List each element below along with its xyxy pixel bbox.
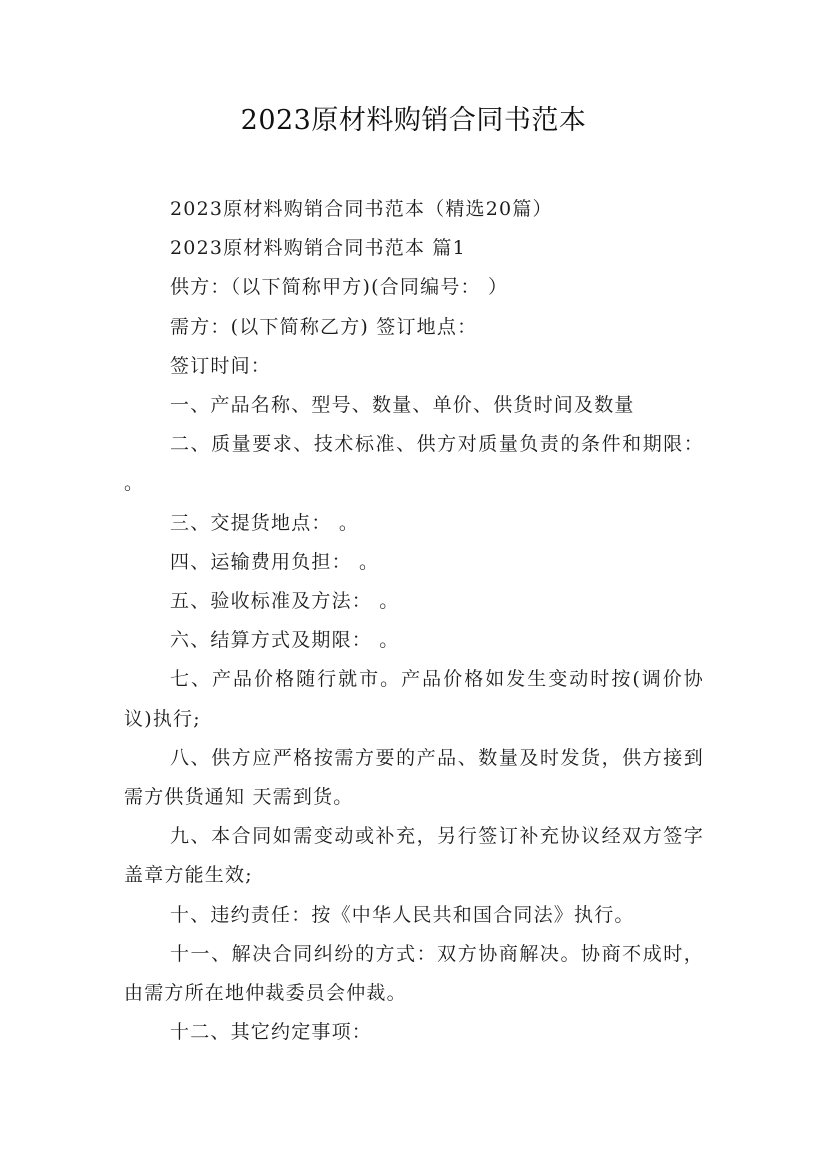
clause-1: 一、产品名称、型号、数量、单价、供货时间及数量 [170,394,635,417]
paragraph-buyer: 需方：(以下简称乙方) 签订地点： [170,315,478,338]
clause-10: 十、违约责任：按《中华人民共和国合同法》执行。 [170,903,635,926]
paragraph-intro: 2023原材料购销合同书范本（精选20篇） [170,198,553,220]
clause-3: 三、交提货地点： 。 [170,511,360,534]
clause-8: 八、供方应严格按需方要的产品、数量及时发货，供方接到需方供货通知 天需到货。 [124,746,704,809]
document-body [124,190,704,1052]
clause-7: 七、产品价格随行就市。产品价格如发生变动时按(调价协议)执行; [124,668,704,730]
paragraph-section-heading: 2023原材料购销合同书范本 篇1 [170,237,466,260]
clause-9: 九、本合同如需变动或补充，另行签订补充协议经双方签字盖章方能生效; [124,825,704,887]
clause-4: 四、运输费用负担： 。 [170,550,380,573]
paragraph-signing-time: 签订时间： [170,354,272,377]
clause-2: 二、质量要求、技术标准、供方对质量负责的条件和期限： 。 [124,433,704,495]
clause-6: 六、结算方式及期限： 。 [170,629,400,652]
clause-5: 五、验收标准及方法： 。 [170,590,400,613]
document-title: 2023原材料购销合同书范本 [240,105,587,136]
clause-12: 十二、其它约定事项： [170,1021,373,1044]
clause-11: 十一、解决合同纠纷的方式：双方协商解决。协商不成时，由需方所在地仲裁委员会仲裁。 [124,942,704,1005]
paragraph-supplier: 供方：（以下简称甲方)(合同编号： ） [170,276,509,299]
